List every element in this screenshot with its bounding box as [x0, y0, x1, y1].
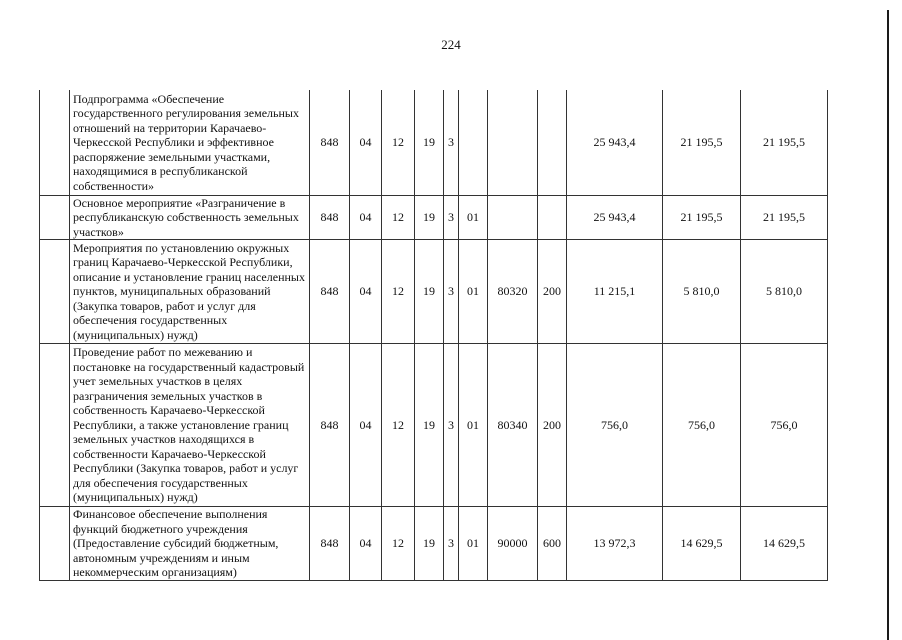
table-row — [40, 240, 828, 344]
ministry-code: 848 — [310, 90, 350, 195]
amount-2: 21 195,5 — [663, 195, 741, 240]
blank-cell — [40, 240, 70, 344]
amount-2: 21 195,5 — [663, 90, 741, 195]
subsection-code: 12 — [382, 240, 415, 344]
amount-3: 14 629,5 — [741, 507, 828, 581]
subsection-code: 12 — [382, 195, 415, 240]
section-code: 04 — [350, 195, 382, 240]
expense-type-code — [538, 90, 567, 195]
direction-code: 80320 — [488, 240, 538, 344]
amount-3: 21 195,5 — [741, 195, 828, 240]
item-name: Финансовое обеспечение выполнения функций бюджетного учреждения (Предоставление субсидий бюджетным, автономным учреждениям и иным некоммерческим организациям) — [70, 507, 310, 581]
table-row — [40, 90, 828, 195]
expense-type-code — [538, 195, 567, 240]
subprogram-code: 3 — [444, 90, 459, 195]
amount-2: 5 810,0 — [663, 240, 741, 344]
activity-code — [459, 90, 488, 195]
subprogram-code: 3 — [444, 195, 459, 240]
subsection-code: 12 — [382, 90, 415, 195]
table-row — [40, 344, 828, 507]
program-code: 19 — [415, 240, 444, 344]
amount-2: 756,0 — [663, 344, 741, 507]
table-row — [40, 507, 828, 581]
page-number: 224 — [441, 37, 461, 52]
direction-code — [488, 195, 538, 240]
amount-1: 25 943,4 — [567, 90, 663, 195]
direction-code — [488, 90, 538, 195]
subsection-code: 12 — [382, 344, 415, 507]
blank-cell — [40, 195, 70, 240]
ministry-code: 848 — [310, 240, 350, 344]
item-name: Проведение работ по межеванию и постановке на государственный кадастровый учет земельных участков в целях разграничения земельных участков в собственность Карачаево-Черкесской Республики, а также установление границ земельных участков находящихся в собственности Карачаево-Черкесской Республики (Закупка товаров, работ и услуг для обеспечения государственных (муниципальных) нужд) — [70, 344, 310, 507]
blank-cell — [40, 507, 70, 581]
expense-type-code: 200 — [538, 344, 567, 507]
subprogram-code: 3 — [444, 344, 459, 507]
section-code: 04 — [350, 90, 382, 195]
item-name: Основное мероприятие «Разграничение в республиканскую собственность земельных участков» — [70, 195, 310, 240]
program-code: 19 — [415, 195, 444, 240]
amount-1: 756,0 — [567, 344, 663, 507]
amount-3: 756,0 — [741, 344, 828, 507]
program-code: 19 — [415, 507, 444, 581]
subprogram-code: 3 — [444, 240, 459, 344]
direction-code: 90000 — [488, 507, 538, 581]
table-row — [40, 195, 828, 240]
budget-table — [39, 90, 828, 581]
activity-code: 01 — [459, 195, 488, 240]
amount-1: 25 943,4 — [567, 195, 663, 240]
amount-2: 14 629,5 — [663, 507, 741, 581]
subsection-code: 12 — [382, 507, 415, 581]
activity-code: 01 — [459, 240, 488, 344]
amount-3: 5 810,0 — [741, 240, 828, 344]
blank-cell — [40, 344, 70, 507]
expense-type-code: 200 — [538, 240, 567, 344]
subprogram-code: 3 — [444, 507, 459, 581]
ministry-code: 848 — [310, 344, 350, 507]
item-name: Подпрограмма «Обеспечение государственного регулирования земельных отношений на территории Карачаево-Черкесской Республики и эффективное распоряжение земельными участками, находящимися в республиканской собственности» — [70, 90, 310, 195]
amount-3: 21 195,5 — [741, 90, 828, 195]
section-code: 04 — [350, 344, 382, 507]
direction-code: 80340 — [488, 344, 538, 507]
program-code: 19 — [415, 90, 444, 195]
section-code: 04 — [350, 240, 382, 344]
amount-1: 11 215,1 — [567, 240, 663, 344]
expense-type-code: 600 — [538, 507, 567, 581]
ministry-code: 848 — [310, 195, 350, 240]
program-code: 19 — [415, 344, 444, 507]
scan-edge-line — [887, 10, 889, 640]
section-code: 04 — [350, 507, 382, 581]
blank-cell — [40, 90, 70, 195]
amount-1: 13 972,3 — [567, 507, 663, 581]
item-name: Мероприятия по установлению окружных границ Карачаево-Черкесской Республики, описание и установление границ населенных пунктов, муниципальных образований (Закупка товаров, работ и услуг для обеспечения государственных (муниципальных) нужд) — [70, 240, 310, 344]
activity-code: 01 — [459, 507, 488, 581]
ministry-code: 848 — [310, 507, 350, 581]
activity-code: 01 — [459, 344, 488, 507]
